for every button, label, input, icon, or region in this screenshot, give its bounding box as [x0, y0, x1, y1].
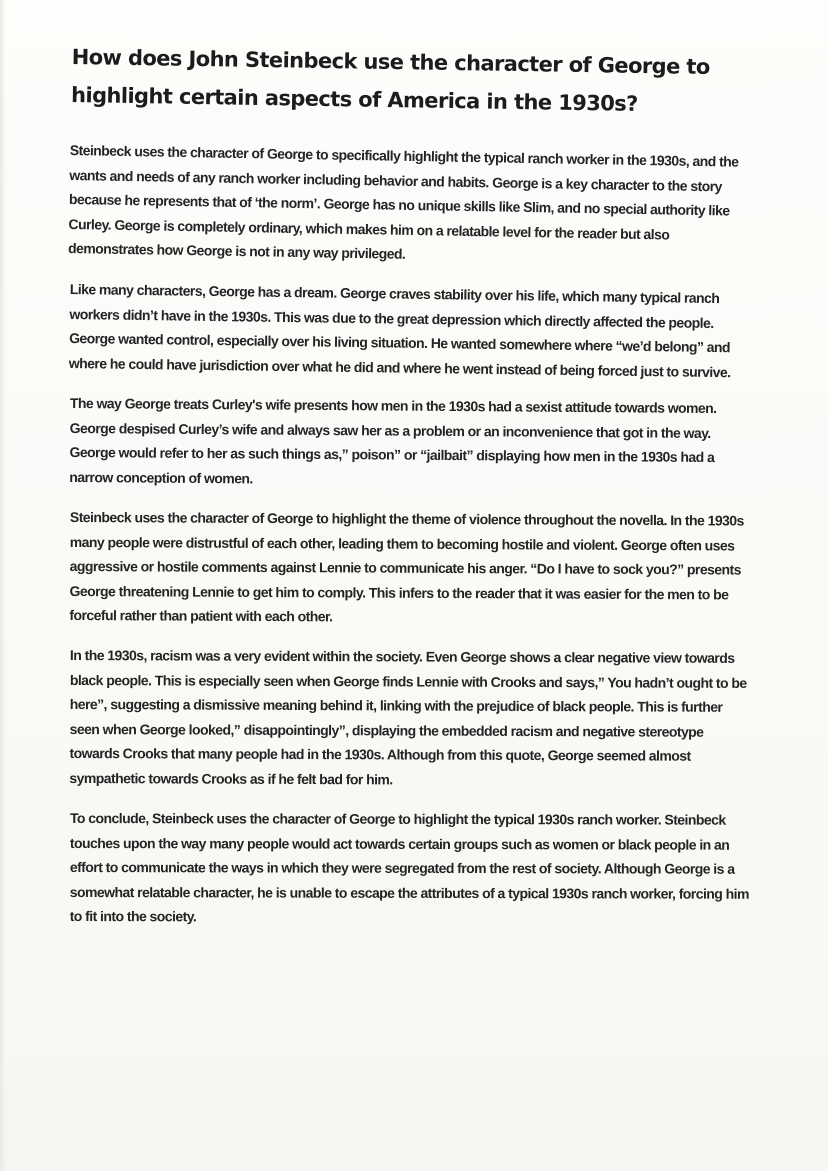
page-shadow-edge	[0, 0, 6, 1171]
paragraph-introduction: Steinbeck uses the character of George to specifically highlight the typical ranch worker in the 1930s, and the wants and needs of any ranch worker including behavior and habits. George is a key character to the story because he represents that of ‘the norm’. George has no unique skills like Slim, and no special authority like Curley. George is completely ordinary, which makes him on a relatable level for the reader but also demonstrates how George is not in any way privileged.	[67, 141, 739, 262]
paragraph-curleys-wife: The way George treats Curley's wife presents how men in the 1930s had a sexist attitude towards women. George despised Curley’s wife and always saw her as a problem or an inconvenience that got in the way. George would refer to her as such things as,” poison” or “jailbait” displaying how men in the 1930s had a narrow conception of women.	[69, 394, 717, 486]
paragraph-conclusion: To conclude, Steinbeck uses the character of George to highlight the typical 1930s ranch worker. Steinbeck touches upon the way many people would act towards certain groups such as women or black people in an effort to communicate the ways in which they were segregated from the rest of society. Although George is a somewhat relatable character, he is unable to escape the attributes of a typical 1930s ranch worker, forcing him to fit into the society.	[69, 810, 749, 925]
essay-body	[67, 138, 754, 945]
paragraph-dream: Like many characters, George has a dream. George craves stability over his life, which many typical ranch workers didn’t have in the 1930s. This was due to the great depression which directly affected the people. George wanted control, especially over his living situation. He wanted somewhere where “we’d belong” and where he could have jurisdiction over what he did and where he went instead of being forced just to survive.	[68, 280, 731, 380]
paragraph-racism: In the 1930s, racism was a very evident within the society. Even George shows a clear negative view towards black people. This is especially seen when George finds Lennie with Crooks and says,” You hadn’t ought to be here”, suggesting a dismissive meaning behind it, linking with the prejudice of black people. This is further seen when George looked,” disappointingly”, displaying the embedded racism and negative stereotype towards Crooks that many people had in the 1930s. Although from this quote, George seemed almost sympathetic towards Crooks as if he felt bad for him.	[69, 647, 747, 787]
essay-title: How does John Steinbeck use the character of George to highlight certain aspects of America in the 1930s?	[70, 44, 710, 116]
paragraph-violence: Steinbeck uses the character of George to highlight the theme of violence throughout the novella. In the 1930s many people were distrustful of each other, leading them to becoming hostile and violent. George often uses aggressive or hostile comments against Lennie to communicate his anger. “Do I have to sock you?” presents George threatening Lennie to get him to comply. This infers to the reader that it was easier for the men to be forceful rather than patient with each other.	[69, 508, 744, 624]
